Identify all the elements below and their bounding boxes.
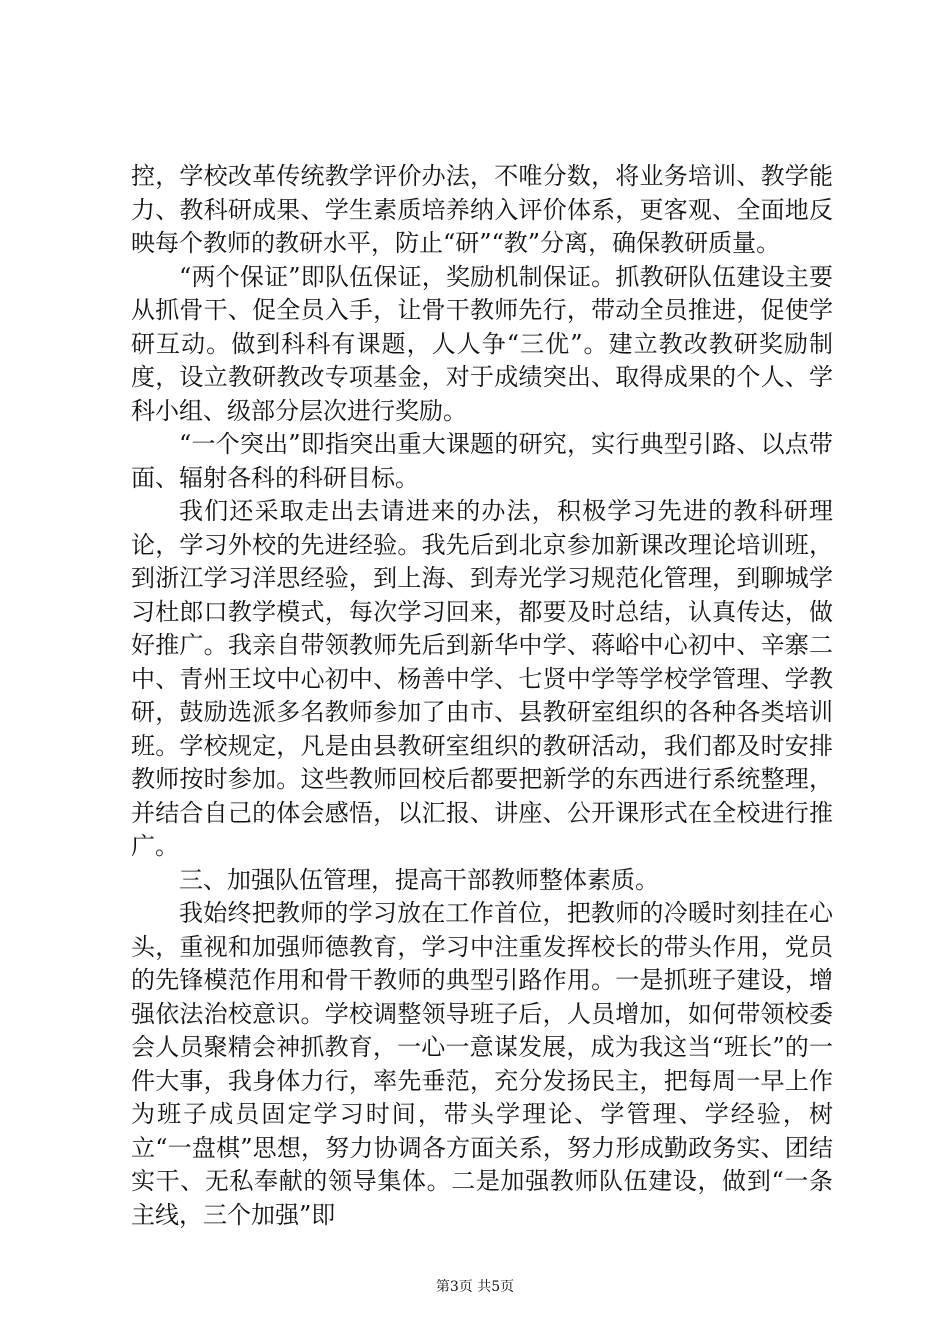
section-heading-team-management: 三、加强队伍管理，提高干部教师整体素质。 <box>179 865 659 894</box>
page-number-footer: 第3页 共5页 <box>435 1279 515 1295</box>
paragraph-one-highlight: “一个突出”即指突出重大课题的研究，实行典型引路、以点带面、辐射各科的科研目标。 <box>131 430 833 492</box>
paragraph-continuation: 控，学校改革传统教学评价办法，不唯分数，将业务培训、教学能力、教科研成果、学生素质培养纳入评价体系，更客观、全面地反映每个教师的教研水平，防止“研”“教”分离，确保教研质量。 <box>131 162 833 257</box>
paragraph-learning-exchange: 我们还采取走出去请进来的办法，积极学习先进的教科研理论，学习外校的先进经验。我先后到北京参加新课改理论培训班，到浙江学习洋思经验，到上海、到寿光学习规范化管理，到聊城学习杜郎口教学模式，每次学习回来，都要及时总结，认真传达，做好推广。我亲自带领教师先后到新华中学、蒋峪中心初中、辛寨二中、青州王坟中心初中、杨善中学、七贤中学等学校学管理、学教研，鼓励选派多名教师参加了由市、县教研室组织的各种各类培训班。学校规定，凡是由县教研室组织的教研活动，我们都及时安排教师按时参加。这些教师回校后都要把新学的东西进行系统整理，并结合自己的体会感悟，以汇报、讲座、公开课形式在全校进行推广。 <box>131 497 833 860</box>
document-body <box>131 160 833 1232</box>
paragraph-two-guarantees: “两个保证”即队伍保证，奖励机制保证。抓教研队伍建设主要从抓骨干、促全员入手，让骨干教师先行，带动全员推进，促使学研互动。做到科科有课题，人人争“三优”。建立教改教研奖励制度，设立教研教改专项基金，对于成绩突出、取得成果的个人、学科小组、级部分层次进行奖励。 <box>131 262 833 425</box>
paragraph-teacher-development: 我始终把教师的学习放在工作首位，把教师的冷暖时刻挂在心头，重视和加强师德教育，学习中注重发挥校长的带头作用，党员的先锋模范作用和骨干教师的典型引路作用。一是抓班子建设，增强依法治校意识。学校调整领导班子后，人员增加，如何带领校委会人员聚精会神抓教育，一心一意谋发展，成为我这当“班长”的一件大事，我身体力行，率先垂范，充分发扬民主，把每周一早上作为班子成员固定学习时间，带头学理论、学管理、学经验，树立“一盘棋”思想，努力协调各方面关系，努力形成勤政务实、团结实干、无私奉献的领导集体。二是加强教师队伍建设，做到“一条主线，三个加强”即 <box>131 899 833 1229</box>
